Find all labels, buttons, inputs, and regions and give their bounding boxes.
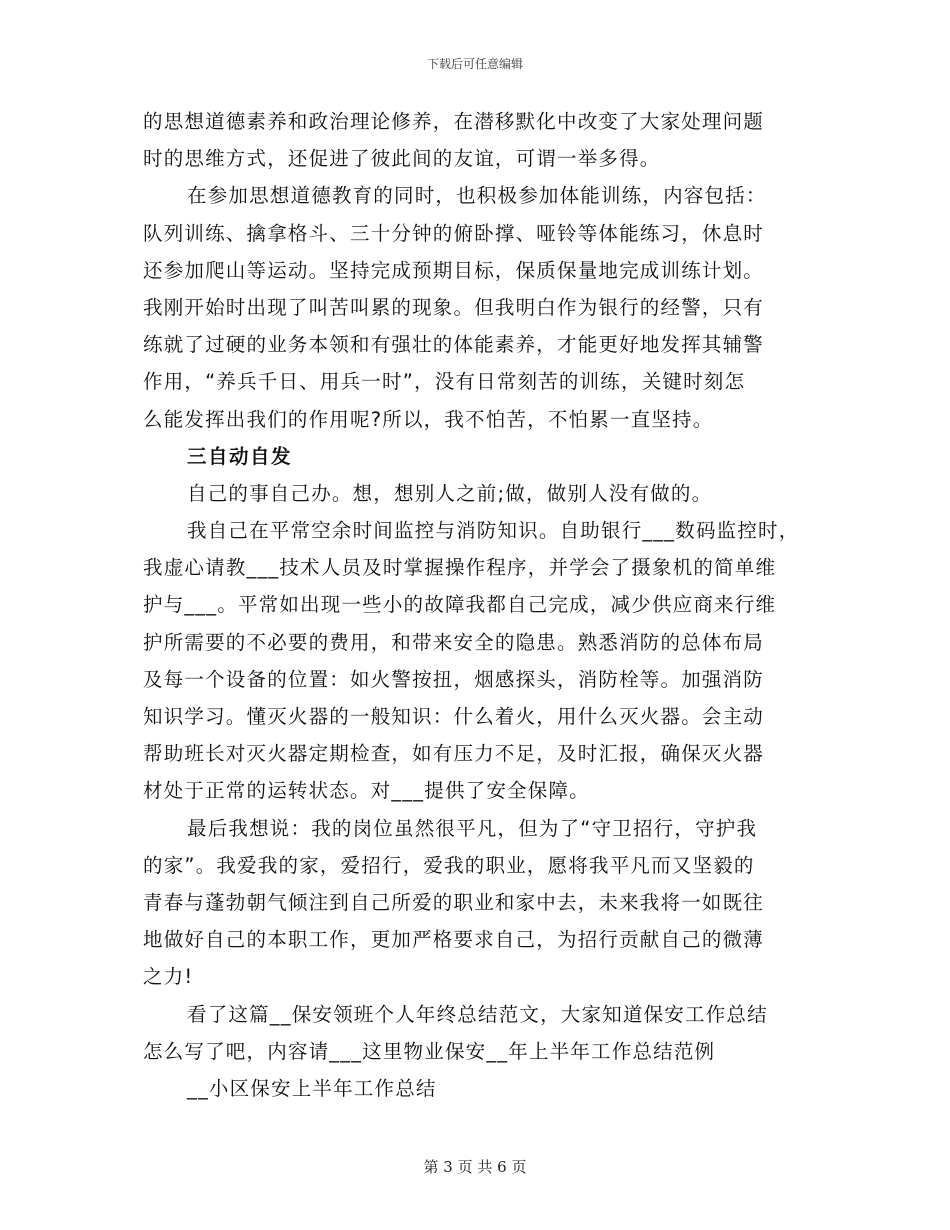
text-line: 护所需要的不必要的费用，和带来安全的隐患。熟悉消防的总体布局 xyxy=(143,630,765,654)
text-line: 在参加思想道德教育的同时，也积极参加体能训练，内容包括： xyxy=(187,184,767,208)
text-line: 之力! xyxy=(143,965,194,989)
text-line: 我自己在平常空余时间监控与消防知识。自助银行___数码监控时， xyxy=(187,519,800,543)
text-line: 作用，“养兵千日、用兵一时”，没有日常刻苦的训练，关键时刻怎 xyxy=(143,370,746,394)
document-body xyxy=(143,103,843,1107)
text-line: 帮助班长对灭火器定期检查，如有压力不足，及时汇报，确保灭火器 xyxy=(143,742,765,766)
text-line: 自己的事自己办。想，想别人之前;做，做别人没有做的。 xyxy=(187,481,713,505)
text-line: 队列训练、擒拿格斗、三十分钟的俯卧撑、哑铃等体能练习，休息时 xyxy=(143,221,765,245)
text-line: 练就了过硬的业务本领和有强壮的体能素养，才能更好地发挥其辅警 xyxy=(143,333,765,357)
section-heading: 三自动自发 xyxy=(187,444,293,468)
page-header: 下载后可任意编辑 xyxy=(426,57,523,71)
text-line: 及每一个设备的位置：如火警按扭，烟感探头，消防栓等。加强消防 xyxy=(143,667,765,691)
text-line: 青春与蓬勃朝气倾注到自己所爱的职业和家中去，未来我将一如既往 xyxy=(143,890,765,914)
text-line: 材处于正常的运转状态。对___提供了安全保障。 xyxy=(143,779,590,803)
text-line: 时的思维方式，还促进了彼此间的友谊，可谓一举多得。 xyxy=(143,147,661,171)
text-line: __小区保安上半年工作总结 xyxy=(187,1076,437,1100)
text-line: 还参加爬山等运动。坚持完成预期目标，保质保量地完成训练计划。 xyxy=(143,258,765,282)
text-line: 的思想道德素养和政治理论修养，在潜移默化中改变了大家处理问题 xyxy=(143,110,765,133)
text-line: 最后我想说：我的岗位虽然很平凡，但为了“守卫招行，守护我 xyxy=(187,816,758,840)
text-line: 我虚心请教___技术人员及时掌握操作程序，并学会了摄象机的简单维 xyxy=(143,556,777,580)
text-line: 的家”。我爱我的家，爱招行，爱我的职业，愿将我平凡而又坚毅的 xyxy=(143,853,755,877)
text-line: 地做好自己的本职工作，更加严格要求自己，为招行贡献自己的微薄 xyxy=(143,928,765,952)
text-line: 知识学习。懂灭火器的一般知识：什么着火，用什么灭火器。会主动 xyxy=(143,705,765,728)
text-line: 么能发挥出我们的作用呢?所以，我不怕苦，不怕累一直坚持。 xyxy=(143,407,714,431)
text-line: 我刚开始时出现了叫苦叫累的现象。但我明白作为银行的经警，只有 xyxy=(143,295,765,319)
page-number: 第 3 页 共 6 页 xyxy=(423,1158,527,1176)
text-line: 护与___。平常如出现一些小的故障我都自己完成，减少供应商来行维 xyxy=(143,593,777,617)
text-line: 看了这篇__保安领班个人年终总结范文，大家知道保安工作总结 xyxy=(187,1002,768,1026)
text-line: 怎么写了吧，内容请___这里物业保安__年上半年工作总结范例 xyxy=(143,1039,716,1063)
